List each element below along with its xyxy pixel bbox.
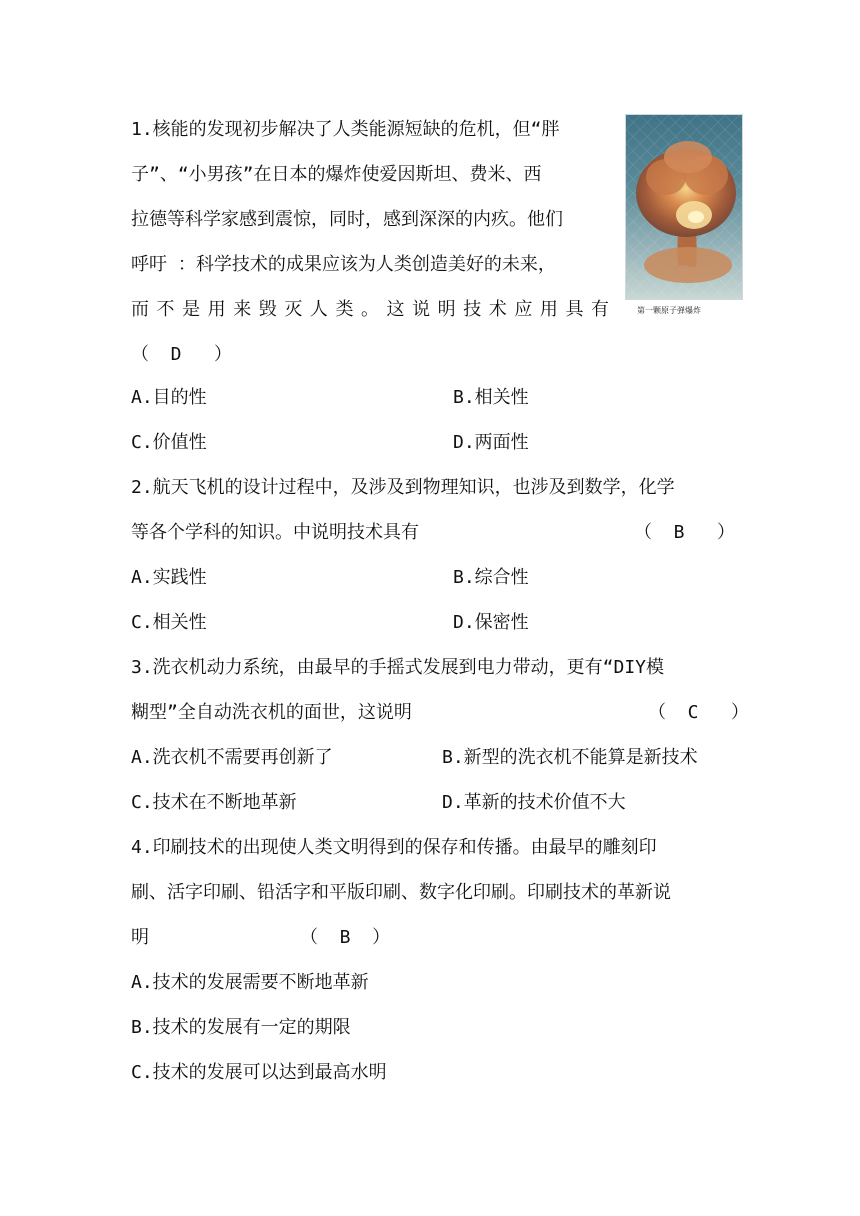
q1-answer: （ D ） bbox=[131, 344, 233, 365]
q4-option-a: A.技术的发展需要不断地革新 bbox=[131, 972, 369, 993]
q3-option-b: B.新型的洗衣机不能算是新技术 bbox=[442, 747, 698, 768]
q2-line-2: 等各个学科的知识。中说明技术具有 bbox=[131, 522, 419, 543]
q1-line-4: 呼吁 ：科学技术的成果应该为人类创造美好的未来， bbox=[131, 254, 556, 275]
q1-line-2: 子”、“小男孩”在日本的爆炸使爱因斯坦、费米、西 bbox=[131, 164, 542, 185]
image-caption: 第一颗原子弹爆炸 bbox=[637, 306, 701, 315]
q2-option-b: B.综合性 bbox=[453, 567, 529, 588]
q3-line-2: 糊型”全自动洗衣机的面世，这说明 bbox=[131, 702, 412, 723]
q4-answer: （ B ） bbox=[300, 927, 391, 948]
q3-option-d: D.革新的技术价值不大 bbox=[442, 792, 626, 813]
q2-answer: （ B ） bbox=[634, 522, 736, 543]
q3-line-1: 3.洗衣机动力系统，由最早的手摇式发展到电力带动，更有“DIY模 bbox=[131, 657, 665, 678]
q1-line-1: 1.核能的发现初步解决了人类能源短缺的危机，但“胖 bbox=[131, 119, 560, 140]
q3-option-c: C.技术在不断地革新 bbox=[131, 792, 297, 813]
q3-option-a: A.洗衣机不需要再创新了 bbox=[131, 747, 333, 768]
q2-line-1: 2.航天飞机的设计过程中，及涉及到物理知识，也涉及到数学，化学 bbox=[131, 477, 675, 498]
q2-option-c: C.相关性 bbox=[131, 612, 207, 633]
q1-option-b: B.相关性 bbox=[453, 387, 529, 408]
mushroom-cloud-image bbox=[626, 115, 742, 299]
q2-option-a: A.实践性 bbox=[131, 567, 207, 588]
q2-option-d: D.保密性 bbox=[453, 612, 529, 633]
atomic-bomb-explosion-photo bbox=[625, 114, 743, 300]
q1-line-5: 而不是用来毁灭人类。这说明技术应用具有 bbox=[131, 299, 609, 320]
q1-option-a: A.目的性 bbox=[131, 387, 207, 408]
q1-line-3: 拉德等科学家感到震惊，同时，感到深深的内疚。他们 bbox=[131, 209, 563, 230]
q4-option-c: C.技术的发展可以达到最高水明 bbox=[131, 1062, 387, 1083]
q4-line-2: 刷、活字印刷、铅活字和平版印刷、数字化印刷。印刷技术的革新说 bbox=[131, 882, 671, 903]
q1-option-d: D.两面性 bbox=[453, 432, 529, 453]
q4-line-3: 明 bbox=[131, 927, 149, 948]
q4-option-b: B.技术的发展有一定的期限 bbox=[131, 1017, 351, 1038]
q1-option-c: C.价值性 bbox=[131, 432, 207, 453]
q4-line-1: 4.印刷技术的出现使人类文明得到的保存和传播。由最早的雕刻印 bbox=[131, 837, 657, 858]
q3-answer: （ C ） bbox=[648, 702, 750, 723]
